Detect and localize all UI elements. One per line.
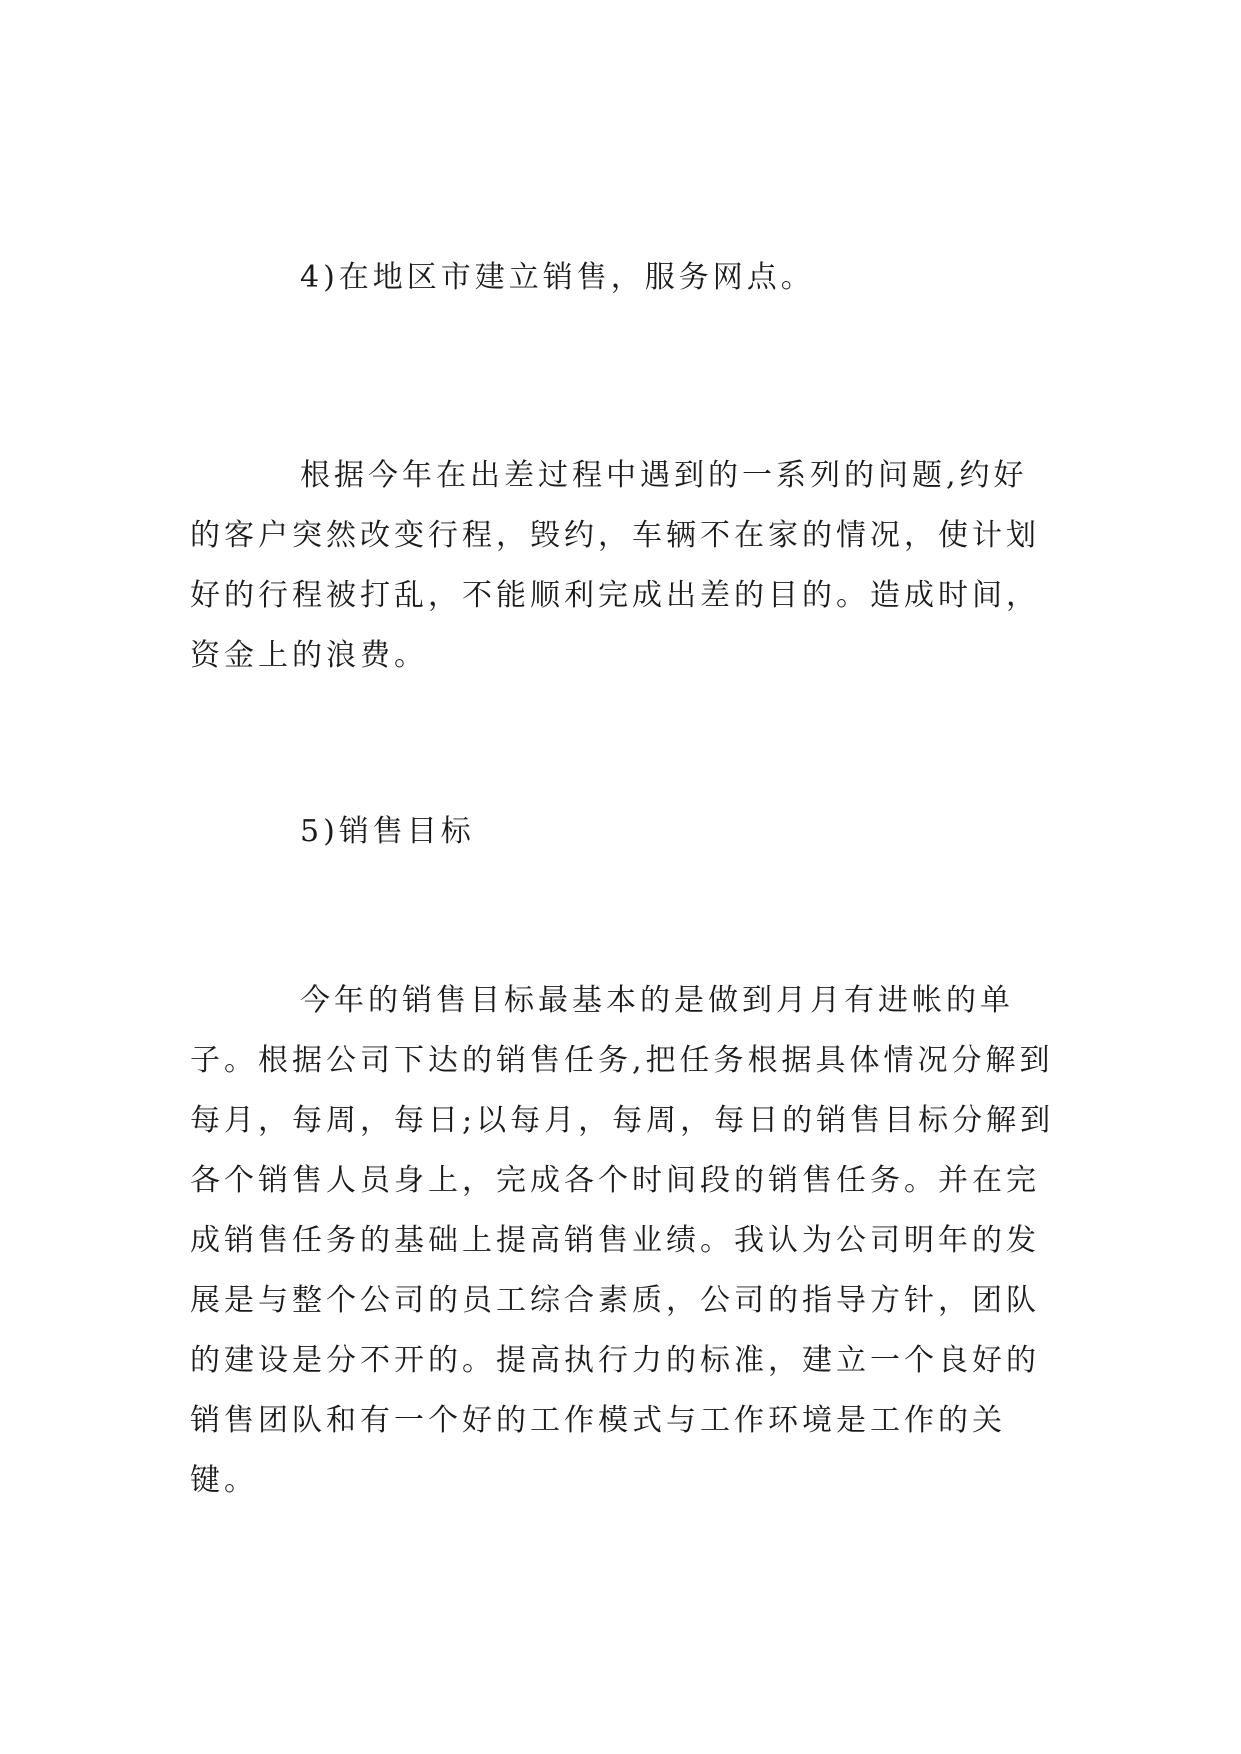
paragraph-item-5-heading: 5)销售目标 (300, 814, 475, 849)
paragraph-sales-target: 今年的销售目标最基本的是做到月月有进帐的单子。根据公司下达的销售任务,把任务根据具体情况分解到每月，每周，每日;以每月，每周，每日的销售目标分解到各个销售人员身上，完成各个时间段的销售任务。并在完成销售任务的基础上提高销售业绩。我认为公司明年的发展是与整个公司的员工综合素质，公司的指导方针，团队的建设是分不开的。提高执行力的标准，建立一个良好的销售团队和有一个好的工作模式与工作环境是工作的关键。 (190, 983, 1055, 1498)
paragraph-item-4: 4)在地区市建立销售，服务网点。 (300, 260, 815, 295)
paragraph-travel-issues: 根据今年在出差过程中遇到的一系列的问题,约好的客户突然改变行程，毁约，车辆不在家的情况，使计划好的行程被打乱，不能顺利完成出差的目的。造成时间，资金上的浪费。 (190, 458, 1040, 673)
